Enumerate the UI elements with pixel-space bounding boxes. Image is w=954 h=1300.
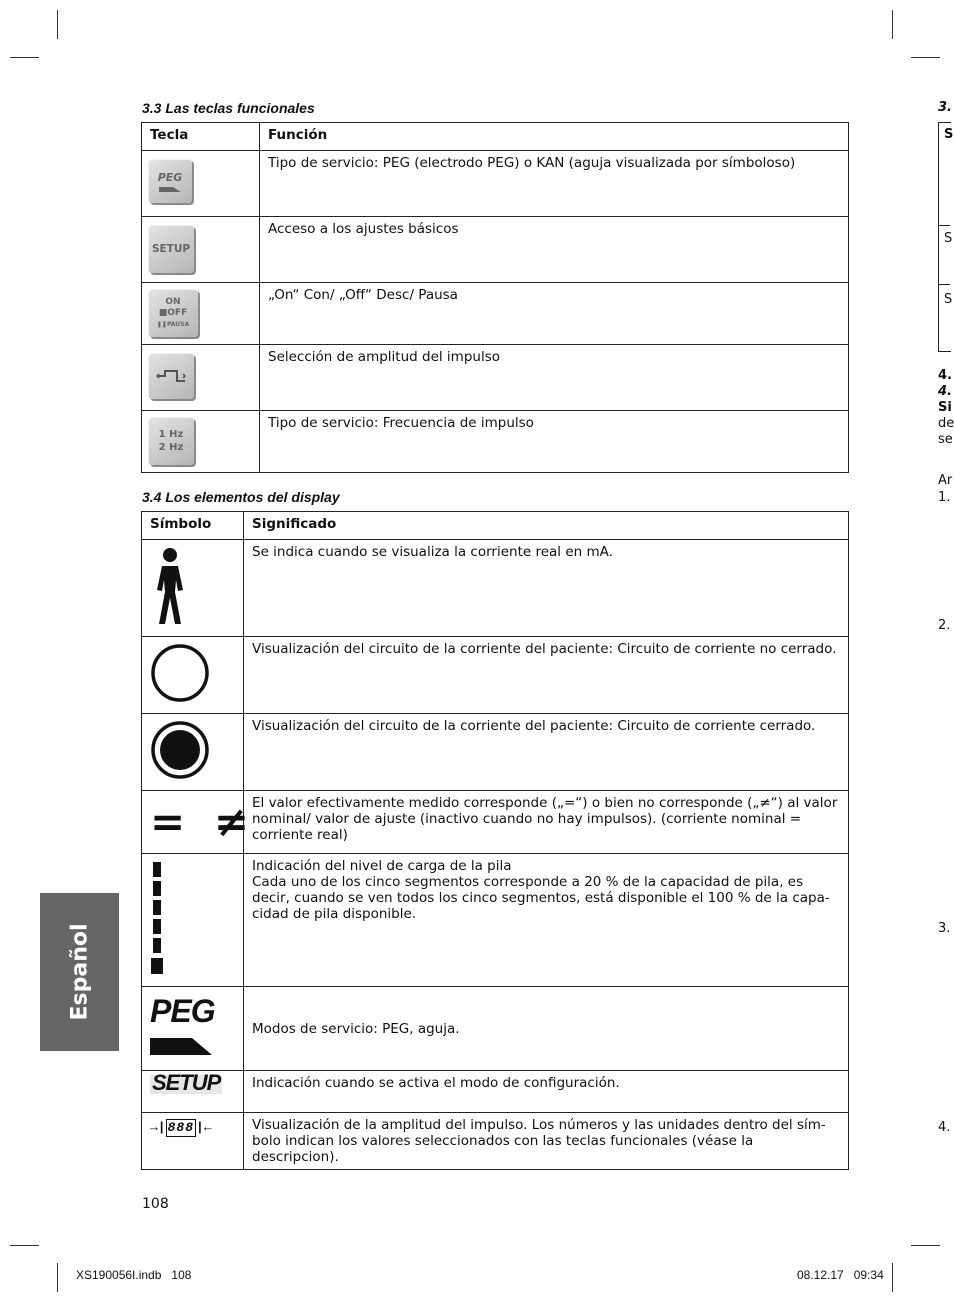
crop-mark	[10, 57, 39, 58]
right-page-text: 4.	[938, 1120, 951, 1135]
symbol-cell	[142, 854, 244, 987]
table-header-row	[142, 123, 849, 151]
key-cell	[142, 283, 260, 345]
needle-shape-icon	[159, 186, 181, 193]
equal-symbol: =	[150, 797, 186, 846]
open-circle-icon	[150, 643, 210, 703]
function-keys-table	[141, 122, 849, 473]
key-description: „On“ Con/ „Off“ Desc/ Pausa	[260, 283, 849, 345]
footer-file-info: XS190056I.indb 108	[76, 1268, 192, 1282]
setup-key-label: SETUP	[151, 243, 191, 255]
key-description: Selección de amplitud del impulso	[260, 345, 849, 411]
frequency-2hz-label: 2 Hz	[158, 442, 184, 453]
symbol-cell	[142, 714, 244, 791]
peg-key-label: PEG	[157, 170, 183, 184]
pulse-amplitude-display-icon	[150, 1119, 235, 1137]
right-page-text: 3.	[938, 921, 951, 936]
crop-mark	[57, 1263, 58, 1292]
table-row	[142, 987, 849, 1071]
off-label: ■OFF	[158, 307, 188, 318]
symbol-cell	[142, 540, 244, 637]
battery-detail: Cada uno de los cinco segmentos corresponde a 20 % de la capacidad de pila, es decir, cuando se ven todos los cinco segmentos, está disponible el 100 % de la capa-cidad de pila disponible.	[252, 874, 830, 922]
language-tab-label: Español	[67, 923, 92, 1021]
equal-not-equal-icon	[150, 795, 250, 849]
person-icon	[150, 546, 190, 626]
right-page-text: Si	[938, 400, 952, 415]
table-row	[142, 1113, 849, 1170]
key-description: Acceso a los ajustes básicos	[260, 217, 849, 283]
needle-display-icon	[150, 1035, 212, 1057]
battery-title: Indicación del nivel de carga de la pila	[252, 858, 512, 874]
symbol-description: El valor efectivamente medido corresponde („=“) o bien no corresponde („≠“) al valor nominal/ valor de ajuste (inactivo cuando no hay impulsos). (corriente nominal = corriente real)	[244, 791, 849, 854]
battery-level-icon	[150, 862, 170, 974]
key-description: Tipo de servicio: PEG (electrodo PEG) o KAN (aguja visualizada por símboloso)	[260, 151, 849, 217]
table-row	[142, 854, 849, 987]
right-page-text: de	[938, 416, 954, 431]
peg-display-label: PEG	[150, 993, 215, 1029]
right-page-text: 2.	[938, 618, 951, 633]
symbol-cell	[142, 637, 244, 714]
column-header-meaning: Significado	[244, 512, 849, 540]
right-page-text: Ar	[938, 473, 953, 488]
symbol-description: Modos de servicio: PEG, aguja.	[244, 987, 849, 1071]
right-page-heading: 3.	[938, 100, 952, 115]
crop-mark	[57, 10, 58, 39]
symbol-description	[244, 854, 849, 987]
closed-circle-icon	[150, 720, 210, 780]
left-arrow-icon: →|	[150, 1120, 166, 1135]
language-tab	[40, 893, 119, 1051]
setup-key-icon	[148, 225, 194, 273]
section-title-3-4: 3.4 Los elementos del display	[142, 489, 340, 505]
setup-display-label: SETUP	[152, 1070, 221, 1095]
table-row	[142, 540, 849, 637]
column-header-key: Tecla	[142, 123, 260, 151]
on-off-pause-key-icon	[148, 289, 198, 337]
column-header-symbol: Símbolo	[142, 512, 244, 540]
display-elements-table	[141, 511, 849, 1170]
table-row	[142, 637, 849, 714]
symbol-description: Visualización de la amplitud del impulso. Los números y las unidades dentro del sím-bolo indican los valores seleccionados con las teclas funcionales (véase la descripcion).	[244, 1113, 849, 1170]
table-row	[142, 1071, 849, 1113]
frequency-1hz-label: 1 Hz	[158, 429, 184, 440]
peg-key-icon	[148, 159, 192, 203]
symbol-description: Indicación cuando se activa el modo de configuración.	[244, 1071, 849, 1113]
frequency-key-icon	[148, 417, 194, 465]
on-label: ON	[165, 296, 181, 307]
right-page-text: se	[938, 432, 953, 447]
crop-mark	[911, 1245, 940, 1246]
symbol-cell	[142, 1071, 244, 1113]
setup-display-icon	[150, 1070, 222, 1095]
table-row	[142, 714, 849, 791]
segment-display: 888	[167, 1120, 195, 1135]
crop-mark	[911, 57, 940, 58]
symbol-description: Se indica cuando se visualiza la corriente real en mA.	[244, 540, 849, 637]
key-cell	[142, 345, 260, 411]
right-page-row-divider	[938, 284, 950, 285]
right-page-text: 1.	[938, 490, 951, 505]
right-page-text: 4.	[938, 384, 952, 399]
peg-display-icon	[150, 993, 235, 1061]
right-page-cell: S	[944, 292, 953, 307]
crop-mark	[892, 1263, 893, 1292]
right-page-cell: S	[944, 127, 954, 142]
pulse-width-key-icon	[148, 353, 194, 399]
key-description: Tipo de servicio: Frecuencia de impulso	[260, 411, 849, 473]
symbol-cell	[142, 987, 244, 1071]
right-arrow-icon: |←	[196, 1120, 212, 1135]
crop-mark	[892, 10, 893, 39]
symbol-description: Visualización del circuito de la corriente del paciente: Circuito de corriente cerrado.	[244, 714, 849, 791]
right-page-row-divider	[938, 225, 950, 226]
right-page-cell: S	[944, 231, 953, 246]
page-number: 108	[142, 1196, 169, 1212]
column-header-function: Función	[260, 123, 849, 151]
table-header-row	[142, 512, 849, 540]
key-cell	[142, 217, 260, 283]
pause-label: ❚❚PAUSA	[156, 320, 190, 328]
key-cell	[142, 411, 260, 473]
table-row	[142, 217, 849, 283]
table-row	[142, 151, 849, 217]
not-equal-symbol: ≠	[213, 797, 250, 846]
table-row	[142, 345, 849, 411]
table-row	[142, 283, 849, 345]
symbol-cell	[142, 791, 250, 854]
symbol-description: Visualización del circuito de la corriente del paciente: Circuito de corriente no cerrado.	[244, 637, 849, 714]
right-page-text: 4.	[938, 368, 952, 383]
footer-timestamp: 08.12.17 09:34	[797, 1268, 884, 1282]
table-row	[142, 411, 849, 473]
section-title-3-3: 3.3 Las teclas funcionales	[142, 100, 315, 116]
table-row	[142, 791, 849, 854]
symbol-cell	[142, 1113, 244, 1170]
key-cell	[142, 151, 260, 217]
crop-mark	[10, 1245, 39, 1246]
pulse-shape-icon	[156, 368, 186, 384]
